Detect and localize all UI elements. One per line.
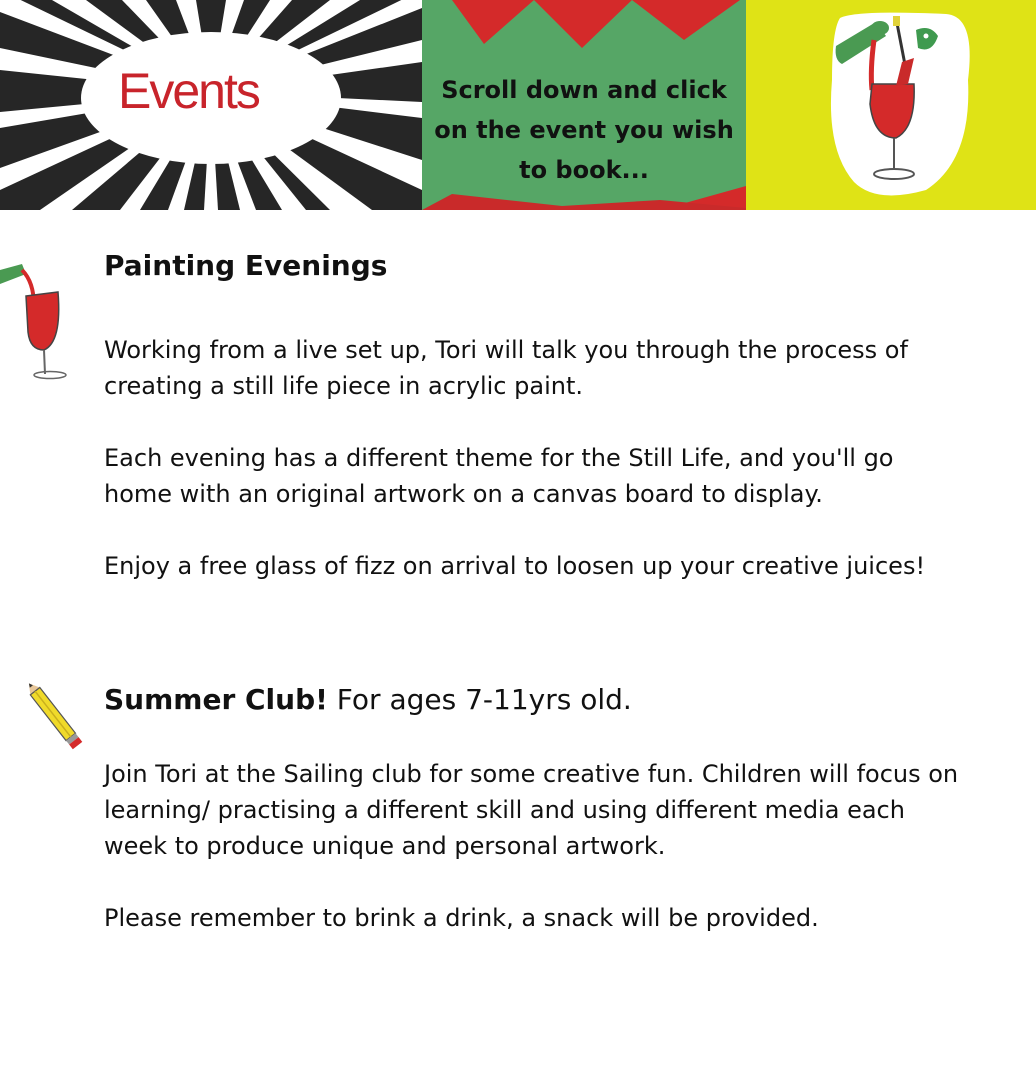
scroll-instruction: Scroll down and click on the event you wish to book... bbox=[434, 76, 734, 184]
events-banner bbox=[0, 0, 1036, 210]
event-description: Please remember to brink a drink, a snack will be provided. bbox=[104, 904, 819, 932]
event-title bbox=[104, 680, 964, 720]
events-title: Events bbox=[118, 63, 259, 119]
event-description: Working from a live set up, Tori will talk you through the process of creating a still life piece in acrylic paint. bbox=[104, 336, 908, 400]
event-painting-evenings bbox=[104, 246, 964, 584]
burst-panel bbox=[0, 0, 422, 210]
event-description: Enjoy a free glass of fizz on arrival to loosen up your creative juices! bbox=[104, 552, 926, 580]
wine-pour-graphic bbox=[746, 0, 1036, 210]
event-title-text: Painting Evenings bbox=[104, 249, 388, 282]
pencil-icon bbox=[28, 682, 84, 758]
event-title-text: Summer Club! bbox=[104, 683, 328, 716]
event-subtitle: For ages 7-11yrs old. bbox=[327, 683, 632, 716]
event-summer-club bbox=[104, 680, 964, 936]
elf-hat-panel bbox=[422, 0, 746, 210]
event-description: Each evening has a different theme for the Still Life, and you'll go home with an original artwork on a canvas board to display. bbox=[104, 444, 894, 508]
event-title bbox=[104, 246, 964, 286]
wine-glass-icon bbox=[0, 262, 68, 384]
event-description: Join Tori at the Sailing club for some creative fun. Children will focus on learning/ practising a different skill and using different media each week to produce unique and personal artwork. bbox=[104, 760, 959, 860]
wine-panel bbox=[746, 0, 1036, 210]
